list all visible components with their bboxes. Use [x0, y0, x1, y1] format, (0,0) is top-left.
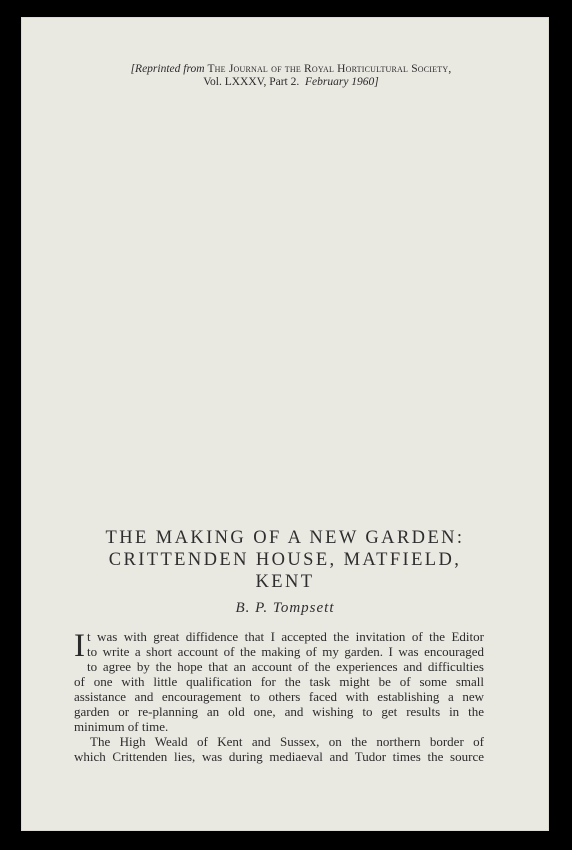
paragraph-1-line-7: minimum of time.	[74, 719, 169, 734]
title-line-2: CRITTENDEN HOUSE, MATFIELD,	[108, 550, 462, 570]
reprint-notice-line-2	[81, 76, 501, 89]
reprint-notice	[81, 63, 501, 89]
reprint-from-label: [Reprinted from	[130, 63, 205, 75]
paragraph-1-line-3: to agree by the hope that an account of the experiences and difficulties	[87, 659, 484, 674]
title-line-3: KENT	[255, 572, 315, 592]
article-body	[74, 629, 484, 764]
article-author: B. P. Tompsett	[235, 600, 335, 616]
document-page	[21, 17, 549, 831]
paragraph-2-line-1: The High Weald of Kent and Sussex, on the northern border of	[90, 734, 484, 749]
volume-info: Vol. LXXXV, Part 2.	[203, 76, 300, 88]
drop-cap: I	[74, 628, 85, 664]
article-title	[61, 527, 509, 593]
paragraph-1-line-2: to write a short account of the making of my garden. I was encouraged	[87, 644, 484, 659]
paragraph-2-line-2: which Crittenden lies, was during mediaeval and Tudor times the source	[74, 749, 484, 764]
paragraph-1-line-5: assistance and encouragement to others faced with establishing a new	[74, 689, 484, 704]
paragraph-1	[74, 629, 484, 734]
journal-name: The Journal of the Royal Horticultural Society,	[207, 63, 452, 75]
paragraph-1-line-6: garden or re-planning an old one, and wishing to get results in the	[74, 704, 484, 719]
paragraph-1-line-4: of one with little qualification for the task might be of some small	[74, 674, 484, 689]
reprint-notice-line-1	[81, 63, 501, 76]
publication-date: February 1960]	[305, 76, 379, 88]
title-line-1: THE MAKING OF A NEW GARDEN:	[105, 528, 465, 548]
paragraph-2	[74, 734, 484, 764]
paragraph-1-line-1: t was with great diffidence that I accepted the invitation of the Editor	[87, 629, 484, 644]
